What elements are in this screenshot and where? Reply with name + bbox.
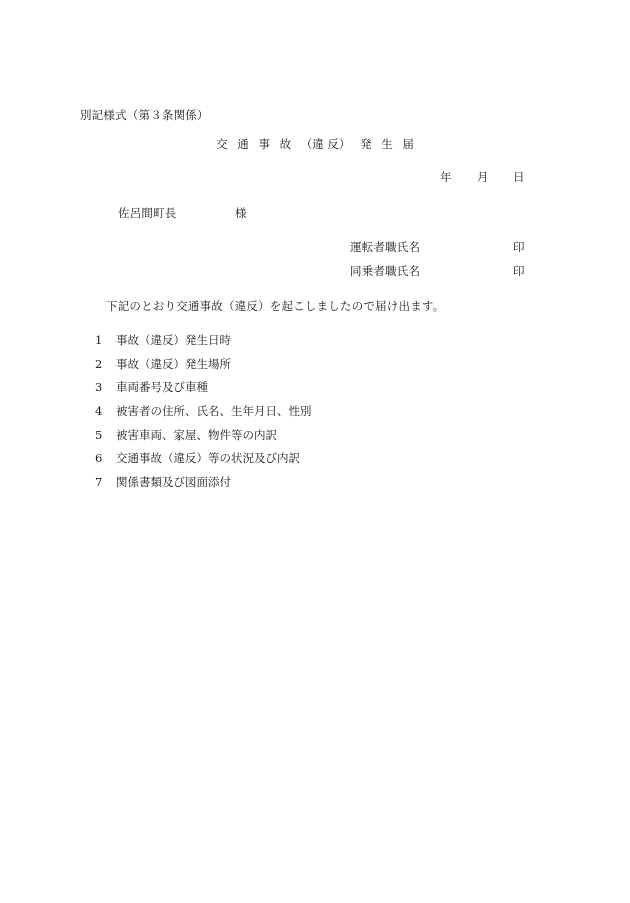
form-label: 別記様式（第３条関係）: [80, 108, 209, 122]
list-item: [95, 404, 312, 428]
item-text: 被害車両、家屋、物件等の内訳: [116, 427, 277, 442]
passenger-seal-mark: 印: [513, 264, 525, 278]
title-char: （違 反）: [300, 137, 351, 151]
addressee-honorific: 様: [235, 206, 247, 220]
item-number: 7: [95, 475, 103, 490]
document-title: [0, 137, 630, 151]
title-char: 故: [279, 137, 292, 151]
list-item: [95, 428, 312, 452]
intro-statement: 下記のとおり交通事故（違反）を起こしましたので届け出ます。: [106, 299, 445, 313]
date-year-label: 年: [440, 170, 452, 184]
driver-name-label: 運転者職氏名: [350, 240, 421, 254]
item-number: 2: [95, 356, 103, 371]
title-char: 発: [360, 137, 372, 151]
title-char: 届: [402, 137, 414, 151]
item-text: 関係書類及び図面添付: [116, 475, 231, 490]
title-char: 通: [237, 137, 249, 151]
item-text: 車両番号及び車種: [116, 380, 208, 395]
item-number: 3: [95, 380, 103, 395]
item-number: 5: [95, 427, 103, 442]
date-day-label: 日: [513, 170, 525, 184]
passenger-name-label: 同乗者職氏名: [350, 264, 421, 278]
list-item: [95, 333, 312, 357]
date-month-label: 月: [477, 170, 489, 184]
title-char: 交: [216, 137, 228, 151]
required-items-list: [95, 333, 312, 499]
addressee-name: 佐呂間町長: [118, 206, 177, 220]
item-text: 事故（違反）発生場所: [116, 356, 231, 371]
item-number: 6: [95, 451, 103, 466]
list-item: [95, 475, 312, 499]
title-char: 事: [258, 137, 270, 151]
driver-seal-mark: 印: [513, 240, 525, 254]
list-item: [95, 451, 312, 475]
item-text: 交通事故（違反）等の状況及び内訳: [116, 451, 300, 466]
list-item: [95, 357, 312, 381]
item-text: 事故（違反）発生日時: [116, 333, 231, 347]
list-item: [95, 380, 312, 404]
item-text: 被害者の住所、氏名、生年月日、性別: [116, 404, 312, 419]
item-number: 4: [95, 404, 103, 419]
item-number: 1: [95, 333, 103, 347]
title-char: 生: [381, 137, 393, 151]
